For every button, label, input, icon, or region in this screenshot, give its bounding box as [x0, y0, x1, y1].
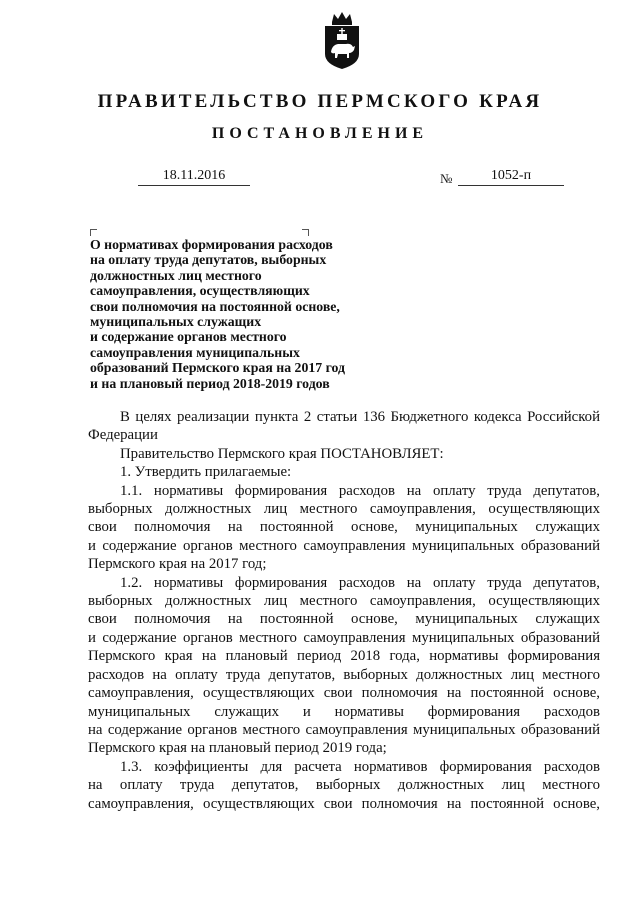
document-subject [90, 237, 390, 391]
subject-bracket-left [90, 229, 97, 236]
document-type: ПОСТАНОВЛЕНИЕ [211, 125, 429, 142]
body-line: 1. Утвердить прилагаемые: [120, 464, 292, 481]
body-line: Пермского края на плановый период 2019 года; [88, 740, 387, 757]
body-line: Пермского края на плановый период 2018 года, нормативы формирования [88, 648, 600, 665]
document-date: 18.11.2016 [138, 168, 250, 186]
subject-line: и содержание органов местного [90, 329, 287, 345]
body-line: расходов на оплату труда депутатов, выборных должностных лиц местного [88, 666, 600, 683]
body-line: Правительство Пермского края ПОСТАНОВЛЯЕТ: [120, 445, 444, 462]
body-line: 1.1. нормативы формирования расходов на оплату труда депутатов, [120, 482, 600, 499]
subject-line: самоуправления муниципальных [90, 344, 300, 360]
body-line: свои полномочия на постоянной основе, муниципальных служащих [88, 519, 600, 536]
subject-line: муниципальных служащих [90, 314, 262, 330]
document-body [88, 408, 600, 813]
document-number: 1052-п [458, 168, 564, 186]
subject-line: на оплату труда депутатов, выборных [90, 252, 327, 268]
subject-line: свои полномочия на постоянной основе, [90, 298, 340, 314]
body-line: и содержание органов местного самоуправления муниципальных образований [88, 629, 600, 646]
body-line: и содержание органов местного самоуправления муниципальных образований [88, 537, 600, 554]
body-line: на оплату труда депутатов, выборных должностных лиц местного [88, 777, 600, 794]
body-line: свои полномочия на постоянной основе, муниципальных служащих [88, 611, 600, 628]
body-line: Пермского края на 2017 год; [88, 556, 267, 573]
body-line: 1.3. коэффициенты для расчета нормативов формирования расходов [120, 758, 600, 775]
subject-line: самоуправления, осуществляющих [90, 283, 310, 299]
subject-line: образований Пермского края на 2017 год [90, 360, 345, 376]
body-line: 1.2. нормативы формирования расходов на оплату труда депутатов, [120, 574, 600, 591]
government-title: ПРАВИТЕЛЬСТВО ПЕРМСКОГО КРАЯ [97, 91, 543, 112]
body-line: на содержание органов местного самоуправления муниципальных образований [88, 721, 600, 738]
subject-line: и на плановый период 2018-2019 годов [90, 375, 330, 391]
subject-line: О нормативах формирования расходов [90, 237, 333, 252]
body-line: муниципальных служащих и нормативы формирования расходов [88, 703, 600, 720]
perm-krai-coat-of-arms-icon [322, 12, 362, 70]
body-line: В целях реализации пункта 2 статьи 136 Бюджетного кодекса Российской [120, 409, 600, 425]
number-sign: № [440, 171, 453, 186]
body-line: выборных должностных лиц местного самоуправления, осуществляющих [88, 501, 600, 518]
body-line: выборных должностных лиц местного самоуправления, осуществляющих [88, 593, 600, 610]
body-line: самоуправления, осуществляющих свои полномочия на постоянной основе, [88, 685, 600, 702]
body-line: самоуправления, осуществляющих свои полномочия на постоянной основе, [88, 795, 600, 812]
body-line: Федерации [88, 427, 158, 444]
subject-bracket-right [302, 229, 309, 236]
subject-line: должностных лиц местного [90, 267, 262, 283]
